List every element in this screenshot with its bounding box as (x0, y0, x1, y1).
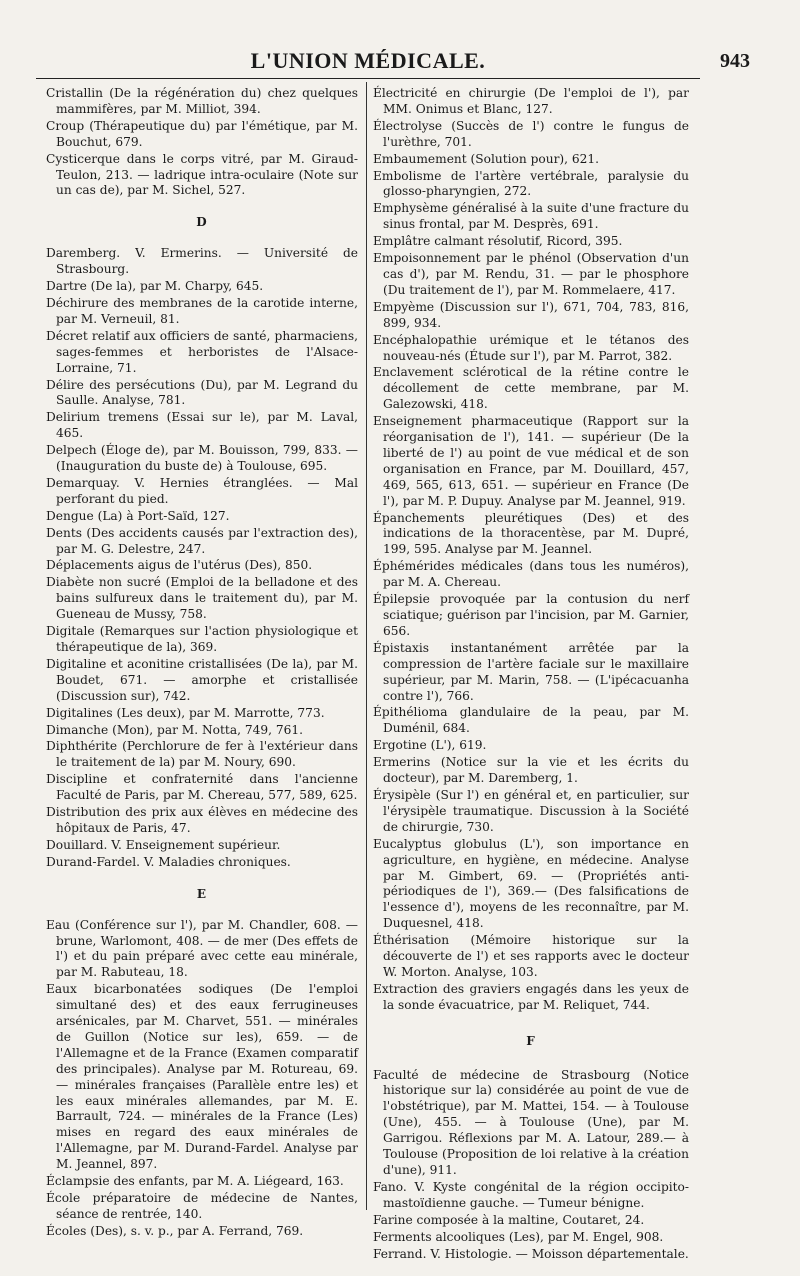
index-entry: Digitalines (Les deux), par M. Marrotte, 773. (46, 705, 325, 720)
index-entry: Ferrand. V. Histologie. — Moisson départementale. (373, 1246, 689, 1261)
section-letter-e: E (196, 886, 208, 901)
index-entry: Éphémérides médicales (dans tous les numéros), par M. A. Chereau. (373, 559, 689, 590)
index-entry: Délire des persécutions (Du), par M. Legrand du Saulle. Analyse, 781. (46, 377, 358, 408)
index-entry: Ferments alcooliques (Les), par M. Engel, 908. (373, 1229, 664, 1244)
index-entry: Croup (Thérapeutique du) par l'émétique, par M. Bouchut, 679. (46, 118, 358, 149)
index-entry: Faculté de médecine de Strasbourg (Notice historique sur la) considérée au point de vue de l'obstétrique), par M. Mattei, 154. — à Toulouse (Une), 455. — à Toulouse (Une), par M. Garrigou. Réflexions par M. A. Latour, 289.— à Toulouse (Proposition de loi relative à la création d'une), 911. (373, 1067, 689, 1177)
index-entry: Demarquay. V. Hernies étranglées. — Mal perforant du pied. (46, 475, 358, 506)
index-entry: Distribution des prix aux élèves en médecine des hôpitaux de Paris, 47. (46, 805, 358, 835)
index-entry: Cysticerque dans le corps vitré, par M. Giraud-Teulon, 213. — ladrique intra-oculaire (Note sur un cas de), par M. Sichel, 527. (46, 151, 358, 198)
index-entry: École préparatoire de médecine de Nantes, séance de rentrée, 140. (46, 1191, 358, 1221)
index-section-d (46, 246, 358, 870)
index-entry: Embolisme de l'artère vertébrale, paralysie du glosso-pharyngien, 272. (373, 168, 689, 199)
section-letter-d: D (196, 215, 208, 230)
index-entry: Digitaline et aconitine cristallisées (De la), par M. Boudet, 671. — amorphe et cristallisée (Discussion sur), 742. (46, 656, 358, 703)
index-entry: Empyème (Discussion sur l'), 671, 704, 783, 816, 899, 934. (373, 299, 689, 330)
index-entry: Embaumement (Solution pour), 621. (373, 151, 600, 166)
index-entry: Déchirure des membranes de la carotide interne, par M. Verneuil, 81. (46, 295, 358, 326)
index-entry: Éclampsie des enfants, par M. A. Liégeard, 163. (46, 1174, 344, 1189)
index-entry: Décret relatif aux officiers de santé, pharmaciens, sages-femmes et herboristes de l'Alsace-Lorraine, 71. (46, 328, 358, 375)
index-entry: Épanchements pleurétiques (Des) et des indications de la thoracentèse, par M. Dupré, 199, 595. Analyse par M. Jeannel. (373, 510, 689, 557)
right-column (373, 86, 689, 1263)
index-entry: Encéphalopathie urémique et le tétanos des nouveau-nés (Étude sur l'), par M. Parrot, 382. (373, 332, 689, 363)
index-entry: Digitale (Remarques sur l'action physiologique et thérapeutique de la), 369. (46, 624, 358, 654)
index-entry: Ermerins (Notice sur la vie et les écrits du docteur), par M. Daremberg, 1. (373, 755, 689, 786)
index-entry: Delpech (Éloge de), par M. Bouisson, 799, 833. — (Inauguration du buste de) à Toulouse, 695. (46, 443, 358, 474)
index-entry: Déplacements aigus de l'utérus (Des), 850. (46, 558, 313, 573)
index-entry: Douillard. V. Enseignement supérieur. (46, 837, 281, 852)
index-entry: Électrolyse (Succès de l') contre le fungus de l'urèthre, 701. (373, 118, 689, 149)
index-entry: Dartre (De la), par M. Charpy, 645. (46, 279, 264, 294)
index-entry: Eaux bicarbonatées sodiques (De l'emploi simultané des) et des eaux ferrugineuses arsénicales, par M. Charvet, 551. — minérales de Guillon (Notice sur les), 659. — de l'Allemagne et de la France (Examen comparatif des principales). Analyse par M. Rotureau, 69. — minérales françaises (Parallèle entre les) et les eaux minérales allemandes, par M. E. Barrault, 724. — minérales de la France (Les) mises en regard des eaux minérales de l'Allemagne, par M. Durand-Fardel. Analyse par M. Jeannel, 897. (46, 982, 358, 1172)
index-section-f (373, 1068, 689, 1263)
page-header (36, 44, 750, 79)
index-entry: Delirium tremens (Essai sur le), par M. Laval, 465. (46, 410, 358, 441)
index-entry: Cristallin (De la régénération du) chez quelques mammifères, par M. Milliot, 394. (46, 86, 358, 116)
index-entry: Dengue (La) à Port-Saïd, 127. (46, 508, 230, 523)
index-entry: Diphthérite (Perchlorure de fer à l'extérieur dans le traitement de la) par M. Noury, 690. (46, 739, 358, 770)
index-entry: Ergotine (L'), 619. (373, 738, 487, 753)
page-number: 943 (720, 50, 750, 72)
left-column (46, 86, 358, 1241)
index-entry: Diabète non sucré (Emploi de la belladone et des bains sulfureux dans le traitement du), par M. Gueneau de Mussy, 758. (46, 575, 358, 622)
index-entry: Eau (Conférence sur l'), par M. Chandler, 608. — brune, Warlomont, 408. — de mer (Des effets de l') et du pain préparé avec cette eau minérale, par M. Rabuteau, 18. (46, 917, 358, 980)
index-entry: Enseignement pharmaceutique (Rapport sur la réorganisation de l'), 141. — supérieur (De la liberté de l') au point de vue médical et de son organisation en France, par M. Douillard, 457, 469, 565, 613, 651. — supérieur en France (De l'), par M. P. Dupuy. Analyse par M. Jeannel, 919. (373, 414, 689, 508)
index-entry: Dimanche (Mon), par M. Notta, 749, 761. (46, 722, 303, 737)
index-entry: Épithélioma glandulaire de la peau, par M. Duménil, 684. (373, 705, 689, 736)
index-section-c (46, 86, 358, 199)
index-entry: Érysipèle (Sur l') en général et, en particulier, sur l'érysipèle traumatique. Discussion à la Société de chirurgie, 730. (373, 787, 689, 834)
index-entry: Emplâtre calmant résolutif, Ricord, 395. (373, 234, 623, 249)
index-entry: Emphysème généralisé à la suite d'une fracture du sinus frontal, par M. Desprès, 691. (373, 201, 689, 232)
index-entry: Extraction des graviers engagés dans les yeux de la sonde évacuatrice, par M. Reliquet, 744. (373, 981, 689, 1012)
column-divider (366, 82, 367, 1210)
index-entry: Daremberg. V. Ermerins. — Université de Strasbourg. (46, 246, 358, 277)
index-entry: Électricité en chirurgie (De l'emploi de l'), par MM. Onimus et Blanc, 127. (373, 86, 689, 116)
index-entry: Durand-Fardel. V. Maladies chroniques. (46, 854, 291, 869)
index-section-e (46, 918, 358, 1240)
index-entry: Fano. V. Kyste congénital de la région occipito-mastoïdienne gauche. — Tumeur bénigne. (373, 1179, 689, 1210)
index-entry: Épilepsie provoquée par la contusion du nerf sciatique; guérison par l'incision, par M. Garnier, 656. (373, 592, 689, 638)
index-entry: Farine composée à la maltine, Coutaret, 24. (373, 1212, 645, 1227)
index-entry: Discipline et confraternité dans l'ancienne Faculté de Paris, par M. Chereau, 577, 589, 625. (46, 772, 358, 803)
index-entry: Eucalyptus globulus (L'), son importance en agriculture, en hygiène, en médecine. Analyse par M. Gimbert, 69. — (Propriétés anti-périodiques de l'), 369.— (Des falsifications de l'essence d'), moyens de les reconnaître, par M. Duquesnel, 418. (373, 836, 689, 931)
journal-title: L'UNION MÉDICALE. (250, 48, 486, 73)
index-entry: Empoisonnement par le phénol (Observation d'un cas d'), par M. Rendu, 31. — par le phosphore (Du traitement de l'), par M. Rommelaere, 417. (373, 251, 689, 297)
index-entry: Écoles (Des), s. v. p., par A. Ferrand, 769. (46, 1223, 304, 1238)
index-entry: Éthérisation (Mémoire historique sur la découverte de l') et ses rapports avec le docteur W. Morton. Analyse, 103. (373, 933, 689, 979)
section-letter-f: F (526, 1033, 536, 1048)
index-entry: Dents (Des accidents causés par l'extraction des), par M. G. Delestre, 247. (46, 525, 358, 556)
index-section-e-continued (373, 86, 689, 1014)
index-entry: Enclavement sclérotical de la rétine contre le décollement de cette membrane, par M. Galezowski, 418. (373, 365, 689, 412)
index-entry: Épistaxis instantanément arrêtée par la compression de l'artère faciale sur le maxillaire supérieur, par M. Marin, 758. — (L'ipécacuanha contre l'), 766. (373, 640, 689, 703)
